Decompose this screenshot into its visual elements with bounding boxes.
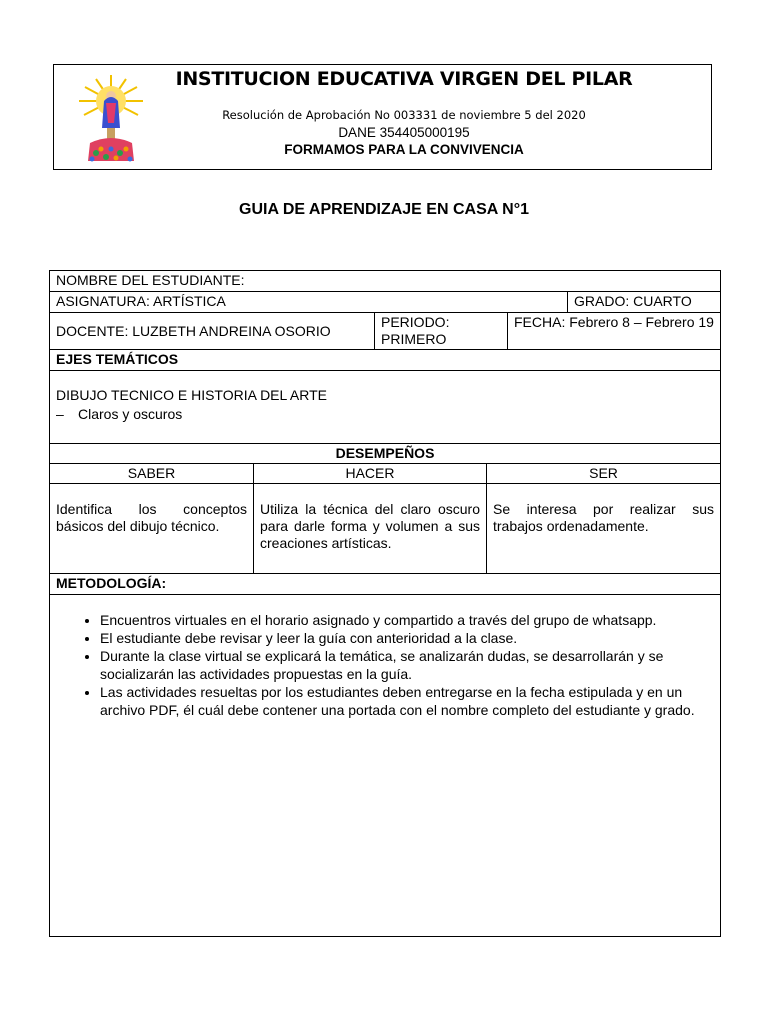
column-saber: SABER [50,464,254,484]
ejes-heading: EJES TEMÁTICOS [50,350,721,371]
desempenos-heading-row [50,444,721,464]
metodologia-item: • Durante la clase virtual se explicará la temática, se analizarán dudas, se desarrollarán y se socializarán las actividades propuestas en la guía. [100,647,714,683]
date-cell: FECHA: Febrero 8 – Febrero 19 [508,313,721,350]
grade-cell: GRADO: CUARTO [568,292,721,313]
guide-title: GUIA DE APRENDIZAJE EN CASA N°1 [239,201,529,218]
column-hacer: HACER [254,464,487,484]
metodologia-list [56,611,714,719]
ejes-content-row [50,371,721,444]
virgin-logo-icon [76,73,146,163]
student-row [50,271,721,292]
column-ser: SER [487,464,721,484]
metodologia-heading-row [50,574,721,595]
ser-value: Se interesa por realizar sus trabajos ordenadamente. [487,484,721,574]
student-name-field[interactable]: NOMBRE DEL ESTUDIANTE: [50,271,721,292]
subject-cell: ASIGNATURA: ARTÍSTICA [50,292,568,313]
subject-row [50,292,721,313]
teacher-cell: DOCENTE: LUZBETH ANDREINA OSORIO [50,313,375,350]
guide-table [49,270,721,937]
motto: FORMAMOS PARA LA CONVIVENCIA [284,142,524,157]
saber-value: Identifica los conceptos básicos del dibujo técnico. [50,484,254,574]
ejes-content [50,371,721,444]
hacer-value: Utiliza la técnica del claro oscuro para darle forma y volumen a sus creaciones artísticas. [254,484,487,574]
institution-name: INSTITUCION EDUCATIVA VIRGEN DEL PILAR [175,68,633,90]
metodologia-item: • Encuentros virtuales en el horario asignado y compartido a través del grupo de whatsapp. [100,611,714,629]
desempenos-heading: DESEMPEÑOS [50,444,721,464]
subtopic-item: – Claros y oscuros [78,406,714,423]
metodologia-item: • El estudiante debe revisar y leer la guía con anterioridad a la clase. [100,629,714,647]
metodologia-item: • Las actividades resueltas por los estudiantes deben entregarse en la fecha estipulada y en un archivo PDF, él cuál debe contener una portada con el nombre completo del estudiante y grado. [100,683,714,719]
dane-code: DANE 354405000195 [338,125,470,140]
period-cell: PERIODO: PRIMERO [375,313,508,350]
institution-header [53,64,712,170]
desempenos-columns-row [50,464,721,484]
resolution-text: Resolución de Aprobación No 003331 de noviembre 5 del 2020 [222,108,586,122]
ejes-topic: DIBUJO TECNICO E HISTORIA DEL ARTE [56,387,327,403]
teacher-row [50,313,721,350]
metodologia-content-row [50,595,721,937]
metodologia-content [50,595,721,937]
ejes-heading-row [50,350,721,371]
desempenos-values-row [50,484,721,574]
ejes-subtopics [56,406,714,423]
metodologia-heading: METODOLOGÍA: [50,574,721,595]
